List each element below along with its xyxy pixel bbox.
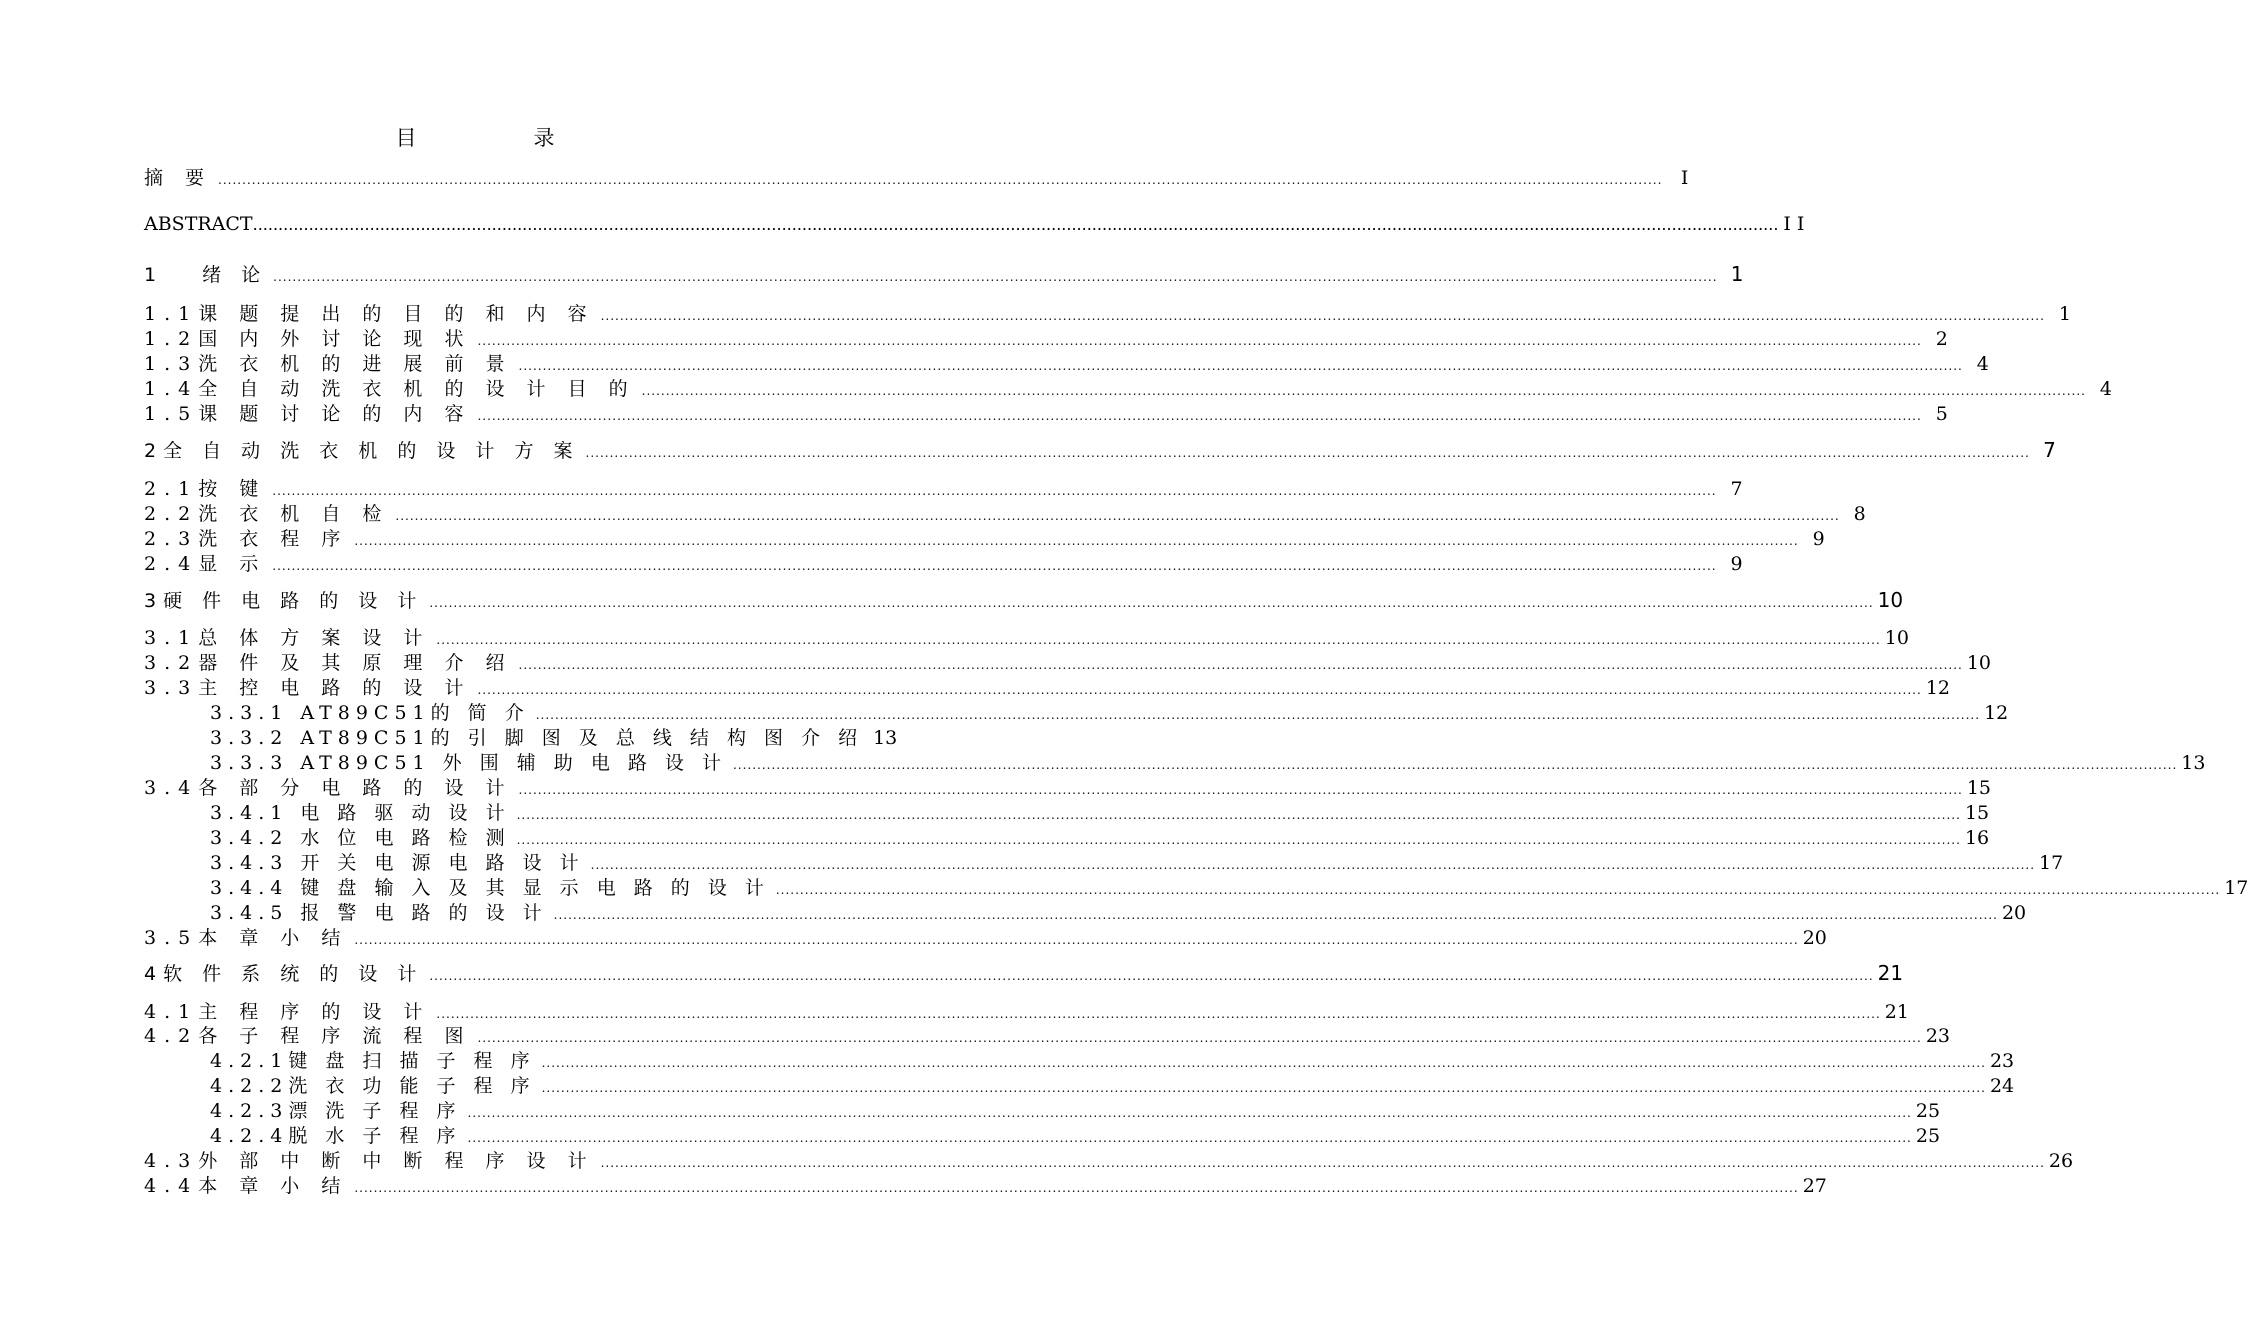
toc-dot-leader: ............................................................................................................................................................................................................................................................................................................	[477, 1031, 1922, 1045]
toc-dot-leader: ............................................................................................................................................................................................................................................................................................................	[467, 1106, 1912, 1120]
toc-dot-leader: ............................................................................................................................................................................................................................................................................................................	[600, 309, 2045, 323]
toc-entry-label: 3.2器 件 及 其 原 理 介 绍	[144, 652, 513, 674]
toc-entry-3-4-3[interactable]	[210, 848, 2064, 875]
toc-entry-page: 26	[2048, 1150, 2074, 1172]
toc-dot-leader: ............................................................................................................................................................................................................................................................................................................	[641, 384, 2086, 398]
toc-entry-page: 9	[1812, 528, 1825, 550]
toc-dot-leader: ............................................................................................................................................................................................................................................................................................................	[436, 633, 1881, 647]
toc-entry-page: 24	[1989, 1075, 2015, 1097]
toc-dot-leader: ............................................................................................................................................................................................................................................................................................................	[354, 933, 1799, 947]
toc-dot-leader: ............................................................................................................................................................................................................................................................................................................	[553, 908, 1998, 922]
toc-entry-label: 3.3.1 AT89C51的 简 介	[210, 702, 530, 724]
toc-entry-3-4-2[interactable]	[210, 823, 1990, 850]
toc-dot-leader: ............................................................................................................................................................................................................................................................................................................	[218, 173, 1663, 187]
toc-entry-label: 3.1总 体 方 案 设 计	[144, 627, 431, 649]
toc-entry-label: 摘 要	[144, 167, 213, 189]
toc-entry-3-5[interactable]	[144, 923, 1827, 950]
toc-entry-page: I I	[1783, 213, 1805, 235]
toc-dot-leader: ............................................................................................................................................................................................................................................................................................................	[429, 596, 1874, 610]
toc-entry-page: 23	[1989, 1050, 2015, 1072]
toc-dot-leader: ............................................................................................................................................................................................................................................................................................................	[467, 1131, 1912, 1145]
toc-entry-page: 20	[1802, 927, 1827, 949]
toc-entry-3-4-5[interactable]	[210, 898, 2027, 925]
toc-entry-page: 9	[1730, 553, 1743, 575]
toc-dot-leader: ............................................................................................................................................................................................................................................................................................................	[477, 334, 1922, 348]
toc-entry-chapter-1[interactable]	[144, 260, 1744, 287]
toc-entry-page: 4	[1976, 353, 1989, 375]
toc-dot-leader: ............................................................................................................................................................................................................................................................................................................	[272, 484, 1717, 498]
toc-entry-label: 4.3外 部 中 断 中 断 程 序 设 计	[144, 1150, 595, 1172]
toc-entry-3-1[interactable]	[144, 623, 1909, 650]
toc-entry-label: 4.2.3漂 洗 子 程 序	[210, 1100, 462, 1122]
toc-entry-page: 20	[2001, 902, 2027, 924]
toc-dot-leader: ............................................................................................................................................................................................................................................................................................................	[516, 833, 1961, 847]
toc-title: 目 录	[395, 126, 603, 150]
toc-entry-chapter-3[interactable]	[144, 586, 1904, 613]
toc-entry-2-4[interactable]	[144, 549, 1743, 576]
toc-entry-label: 4.2各 子 程 序 流 程 图	[144, 1025, 472, 1047]
toc-entry-page: 12	[1925, 677, 1950, 699]
toc-entry-4-4[interactable]	[144, 1171, 1827, 1198]
toc-entry-2-2[interactable]	[144, 499, 1866, 526]
toc-entry-page: 25	[1915, 1100, 1941, 1122]
toc-entry-1-5[interactable]	[144, 399, 1948, 426]
toc-entry-1-4[interactable]	[144, 374, 2112, 401]
toc-entry-label: 2.2洗 衣 机 自 检	[144, 503, 390, 525]
toc-dot-leader: ............................................................................................................................................................................................................................................................................................................	[518, 783, 1963, 797]
toc-entry-label: 1.5课 题 讨 论 的 内 容	[144, 403, 472, 425]
toc-entry-page: 7	[1730, 478, 1743, 500]
toc-entry-label: 1.4全 自 动 洗 衣 机 的 设 计 目 的	[144, 378, 636, 400]
toc-entry-page: 7	[2043, 438, 2056, 462]
toc-entry-3-3-2[interactable]	[210, 723, 898, 750]
toc-entry-chapter-2[interactable]	[144, 436, 2056, 463]
toc-entry-page: 13	[873, 727, 898, 749]
toc-entry-label: 4.1主 程 序 的 设 计	[144, 1001, 431, 1023]
toc-dot-leader: ............................................................................................................................................................................................................................................................................................................	[516, 808, 1961, 822]
toc-dot-leader: ............................................................................................................................................................................................................................................................................................................	[518, 658, 1963, 672]
toc-entry-label: 4.2.2洗 衣 功 能 子 程 序	[210, 1075, 536, 1097]
toc-entry-label: 2.3洗 衣 程 序	[144, 528, 349, 550]
toc-entry-label: 4.2.1键 盘 扫 描 子 程 序	[210, 1050, 536, 1072]
toc-entry-4-2-4[interactable]	[210, 1121, 1941, 1148]
toc-entry-page: 5	[1935, 403, 1948, 425]
toc-entry-page: 12	[1984, 702, 2009, 724]
toc-entry-label: 3硬 件 电 路 的 设 计	[144, 590, 424, 612]
toc-entry-abstract-en[interactable]	[144, 213, 1805, 235]
toc-entry-label: 3.5本 章 小 结	[144, 927, 349, 949]
toc-dot-leader: ............................................................................................................................................................................................................................................................................................................	[272, 559, 1717, 573]
toc-entry-page: 10	[1877, 588, 1904, 612]
toc-dot-leader: ............................................................................................................................................................................................................................................................................................................	[252, 215, 1779, 234]
toc-entry-page: 21	[1877, 961, 1904, 985]
toc-entry-label: 2.4显 示	[144, 553, 267, 575]
toc-entry-label: 1.2国 内 外 讨 论 现 状	[144, 328, 472, 350]
toc-dot-leader: ............................................................................................................................................................................................................................................................................................................	[354, 534, 1799, 548]
toc-entry-label: 3.3.3 AT89C51 外 围 辅 助 电 路 设 计	[210, 752, 727, 774]
toc-entry-page: 10	[1966, 652, 1992, 674]
toc-entry-2-1[interactable]	[144, 474, 1743, 501]
toc-entry-abstract-cn[interactable]	[144, 163, 1689, 190]
toc-entry-label: 4.4本 章 小 结	[144, 1175, 349, 1197]
toc-entry-label: 1 绪 论	[144, 264, 268, 286]
toc-dot-leader: ............................................................................................................................................................................................................................................................................................................	[732, 758, 2178, 772]
toc-entry-3-3[interactable]	[144, 673, 1950, 700]
toc-dot-leader: ............................................................................................................................................................................................................................................................................................................	[436, 1007, 1881, 1021]
toc-entry-2-3[interactable]	[144, 524, 1825, 551]
toc-entry-page: I	[1680, 167, 1689, 189]
toc-entry-3-3-3[interactable]	[210, 748, 2206, 775]
toc-entry-4-1[interactable]	[144, 997, 1909, 1024]
toc-entry-1-3[interactable]	[144, 349, 1989, 376]
toc-entry-4-2-3[interactable]	[210, 1096, 1941, 1123]
toc-dot-leader: ............................................................................................................................................................................................................................................................................................................	[541, 1081, 1986, 1095]
toc-entry-page: 13	[2181, 752, 2206, 774]
toc-entry-4-2[interactable]	[144, 1021, 1950, 1048]
toc-entry-4-2-2[interactable]	[210, 1071, 2015, 1098]
toc-entry-3-4-1[interactable]	[210, 798, 1990, 825]
toc-entry-page: 25	[1915, 1125, 1941, 1147]
toc-dot-leader: ............................................................................................................................................................................................................................................................................................................	[477, 409, 1922, 423]
toc-dot-leader: ............................................................................................................................................................................................................................................................................................................	[541, 1056, 1986, 1070]
toc-entry-page: 1	[2058, 303, 2071, 325]
toc-entry-page: 27	[1802, 1175, 1827, 1197]
toc-entry-4-3[interactable]	[144, 1146, 2074, 1173]
toc-dot-leader: ............................................................................................................................................................................................................................................................................................................	[535, 708, 1981, 722]
toc-entry-label: 3.4.2 水 位 电 路 检 测	[210, 827, 511, 849]
toc-entry-label: 3.4各 部 分 电 路 的 设 计	[144, 777, 513, 799]
toc-dot-leader: ............................................................................................................................................................................................................................................................................................................	[477, 683, 1922, 697]
toc-entry-page: 2	[1935, 328, 1948, 350]
toc-entry-page: 15	[1966, 777, 1992, 799]
toc-entry-label: 4.2.4脱 水 子 程 序	[210, 1125, 462, 1147]
toc-dot-leader: ............................................................................................................................................................................................................................................................................................................	[518, 359, 1963, 373]
toc-entry-label: 3.4.1 电 路 驱 动 设 计	[210, 802, 511, 824]
toc-entry-page: 16	[1964, 827, 1990, 849]
toc-entry-3-4[interactable]	[144, 773, 1992, 800]
toc-entry-label: 3.4.3 开 关 电 源 电 路 设 计	[210, 852, 585, 874]
toc-entry-label: 1.1课 题 提 出 的 目 的 和 内 容	[144, 303, 595, 325]
toc-dot-leader: ............................................................................................................................................................................................................................................................................................................	[600, 1156, 2045, 1170]
toc-entry-page: 8	[1853, 503, 1866, 525]
toc-entry-3-3-1[interactable]	[210, 698, 2009, 725]
toc-entry-chapter-4[interactable]	[144, 959, 1904, 986]
toc-entry-label: 2.1按 键	[144, 478, 267, 500]
toc-entry-label: 3.4.5 报 警 电 路 的 设 计	[210, 902, 548, 924]
toc-entry-4-2-1[interactable]	[210, 1046, 2015, 1073]
toc-entry-label: 1.3洗 衣 机 的 进 展 前 景	[144, 353, 513, 375]
toc-entry-label: 3.3主 控 电 路 的 设 计	[144, 677, 472, 699]
toc-dot-leader: ............................................................................................................................................................................................................................................................................................................	[354, 1181, 1799, 1195]
toc-dot-leader: ............................................................................................................................................................................................................................................................................................................	[429, 969, 1874, 983]
toc-entry-page: 23	[1925, 1025, 1950, 1047]
toc-entry-label: 3.3.2 AT89C51的 引 脚 图 及 总 线 结 构 图 介 绍	[210, 727, 864, 749]
toc-entry-label: ABSTRACT	[144, 213, 253, 235]
toc-entry-3-4-4[interactable]	[210, 873, 2248, 900]
toc-dot-leader: ............................................................................................................................................................................................................................................................................................................	[775, 883, 2221, 897]
toc-entry-3-2[interactable]	[144, 648, 1992, 675]
toc-entry-1-1[interactable]	[144, 299, 2071, 326]
toc-entry-page: 17	[2039, 852, 2064, 874]
toc-entry-page: 17	[2224, 877, 2248, 899]
toc-dot-leader: ............................................................................................................................................................................................................................................................................................................	[273, 270, 1718, 284]
toc-dot-leader: ............................................................................................................................................................................................................................................................................................................	[395, 509, 1840, 523]
toc-entry-1-2[interactable]	[144, 324, 1948, 351]
toc-entry-page: 1	[1730, 262, 1744, 286]
toc-entry-page: 21	[1884, 1001, 1909, 1023]
toc-entry-label: 2全 自 动 洗 衣 机 的 设 计 方 案	[144, 440, 580, 462]
toc-dot-leader: ............................................................................................................................................................................................................................................................................................................	[585, 446, 2030, 460]
toc-dot-leader: ............................................................................................................................................................................................................................................................................................................	[590, 858, 2036, 872]
toc-entry-page: 10	[1884, 627, 1909, 649]
toc-entry-label: 4软 件 系 统 的 设 计	[144, 963, 424, 985]
toc-entry-page: 4	[2099, 378, 2112, 400]
toc-entry-label: 3.4.4 键 盘 输 入 及 其 显 示 电 路 的 设 计	[210, 877, 770, 899]
toc-entry-page: 15	[1964, 802, 1990, 824]
